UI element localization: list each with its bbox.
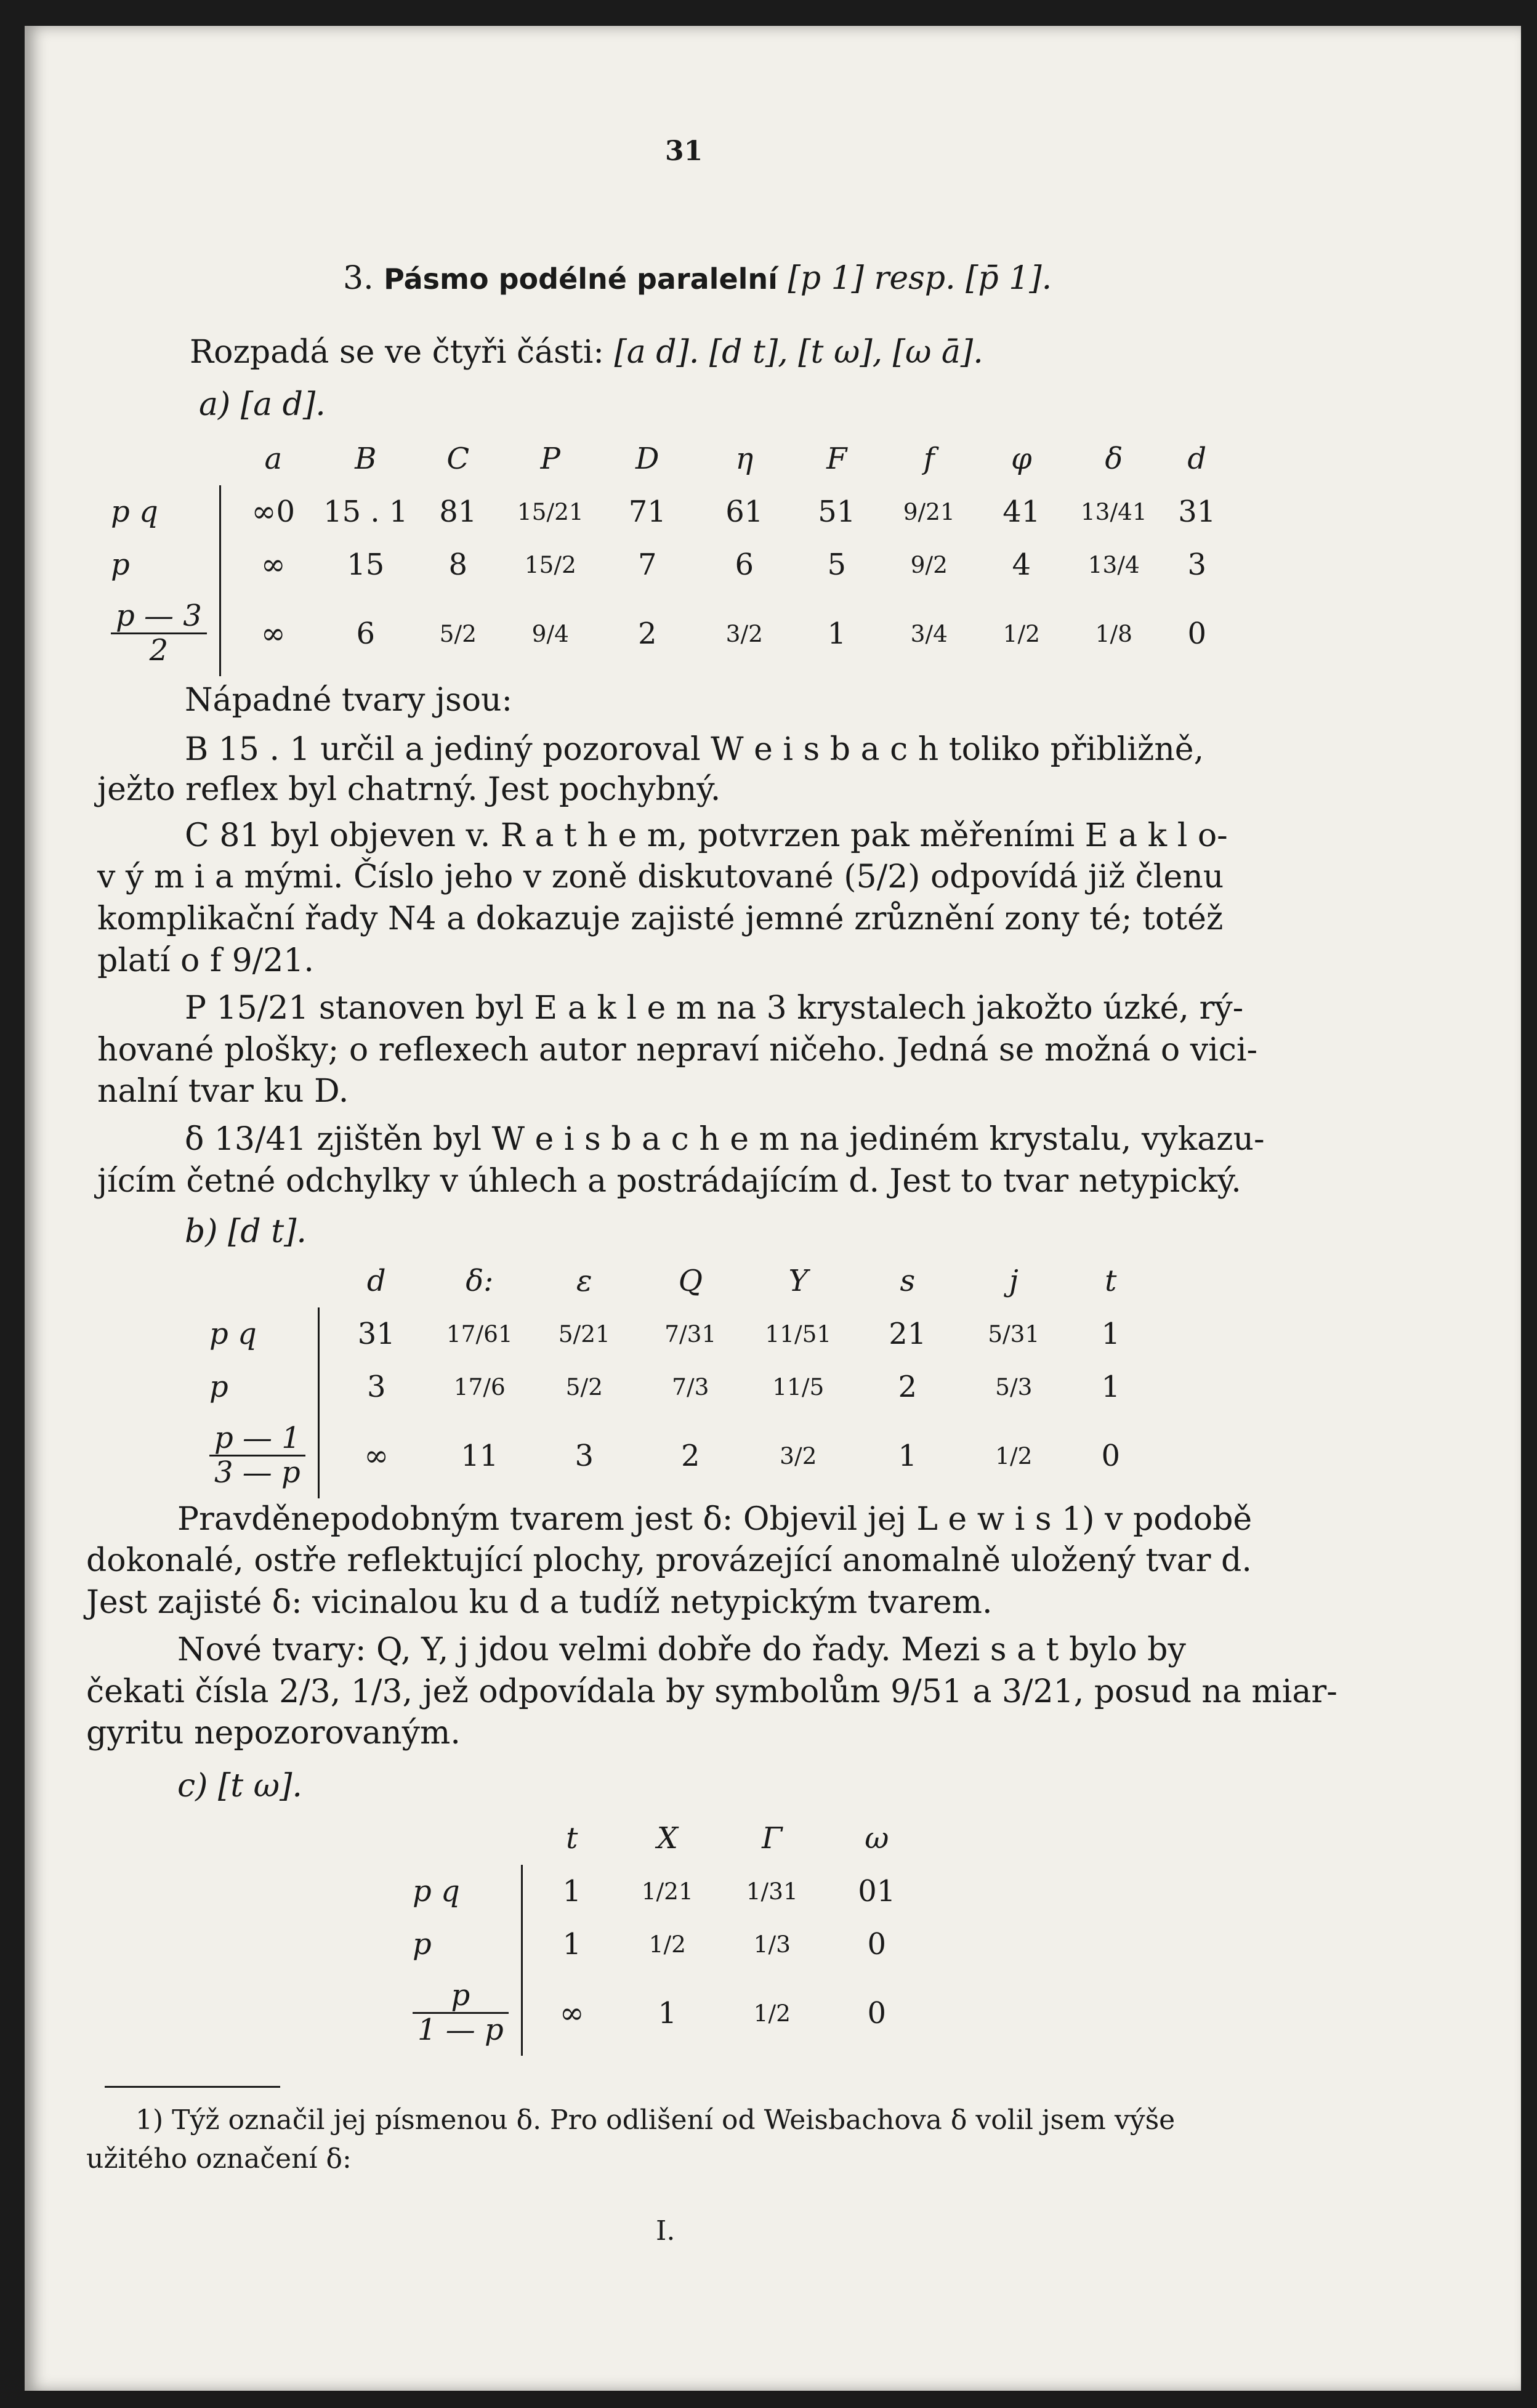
table-b <box>209 1255 1158 1498</box>
para-P-line-1: P 15/21 stanoven byl E a k l e m na 3 krystalech jakožto úzké, rý- <box>185 990 1244 1027</box>
section-heading <box>343 260 1052 297</box>
para-b2-line-1: Nové tvary: Q, Y, j jdou velmi dobře do řady. Mezi s a t bylo by <box>177 1631 1186 1668</box>
para-P-line-2: hované plošky; o reflexech autor nepraví ničeho. Jedná se možná o vici- <box>97 1032 1258 1069</box>
signature-mark: I. <box>656 2215 676 2247</box>
table-row: p q ∞0 15 . 1 81 15/21 71 61 51 9/21 41 13/41 31 <box>111 485 1234 538</box>
footnote-line-2: užitého označení δ: <box>86 2143 352 2175</box>
page-number: 31 <box>665 135 703 167</box>
intro-text: Rozpadá se ve čtyři části: <box>190 334 604 371</box>
para-C-line-3: komplikační řady N4 a dokazuje zajisté jemné zrůznění zony té; totéž <box>97 900 1224 937</box>
table-row: p ∞ 15 8 15/2 7 6 5 9/2 4 13/4 3 <box>111 538 1234 591</box>
para-b1-line-3: Jest zajisté δ: vicinalou ku d a tudíž netypickým tvarem. <box>86 1584 993 1621</box>
para-B-line-1: B 15 . 1 určil a jediný pozoroval W e i s b a c h toliko přibližně, <box>185 731 1204 768</box>
table-c <box>413 1812 929 2056</box>
table-row: t X Γ ω <box>566 1821 889 1856</box>
table-row: d δ: ε Q Y s j t <box>366 1264 1117 1298</box>
para-C-line-4: platí o f 9/21. <box>97 942 314 979</box>
para-C-line-2: v ý m i a mými. Číslo jeho v zoně diskutované (5/2) odpovídá již členu <box>97 859 1224 895</box>
table-row: $\frac{p — 3}{2}$ ∞ 6 5/2 9/4 2 3/2 1 3/4 1/2 1/8 0 <box>111 591 1234 676</box>
para-b1-line-1: Pravděnepodobným tvarem jest δ: Objevil jej L e w i s 1) v podobě <box>177 1501 1253 1538</box>
table-row: p 1 1/2 1/3 0 <box>413 1918 929 1971</box>
para-b1-line-2: dokonalé, ostře reflektující plochy, provázející anomalně uložený tvar d. <box>86 1542 1252 1579</box>
table-row: $\frac{p}{1 — p}$ ∞ 1 1/2 0 <box>413 1971 929 2056</box>
para-C-line-1: C 81 byl objeven v. R a t h e m, potvrzen pak měřeními E a k l o- <box>185 817 1228 854</box>
footnote-rule <box>105 2086 280 2088</box>
para-b2-line-3: gyritu nepozorovaným. <box>86 1715 461 1751</box>
row-label-fraction: $\frac{p — 1}{3 — p}$ <box>209 1422 305 1489</box>
row-label-fraction: $\frac{p — 3}{2}$ <box>111 600 207 667</box>
row-label-fraction: $\frac{p}{1 — p}$ <box>413 1979 509 2046</box>
notable-title: Nápadné tvary jsou: <box>185 682 513 719</box>
heading-zone: [p 1] resp. [p̄ 1]. <box>788 260 1052 297</box>
table-row: p q 31 17/61 5/21 7/31 11/51 21 5/31 1 <box>209 1307 1157 1360</box>
table-row: p q 1 1/21 1/31 01 <box>413 1865 929 1918</box>
footnote-line-1: 1) Týž označil jej písmenou δ. Pro odlišení od Weisbachova δ volil jsem výše <box>135 2104 1176 2136</box>
para-delta-line-1: δ 13/41 zjištěn byl W e i s b a c h e m na jediném krystalu, vykazu- <box>185 1121 1265 1158</box>
table-a <box>111 432 1234 676</box>
section-a-label: a) [a d]. <box>199 386 326 423</box>
para-B-line-2: ježto reflex byl chatrný. Jest pochybný. <box>97 771 721 808</box>
heading-number: 3. <box>343 260 374 297</box>
para-delta-line-2: jícím četné odchylky v úhlech a postrádajícím d. Jest to tvar netypický. <box>97 1163 1241 1200</box>
para-P-line-3: nalní tvar ku D. <box>97 1073 349 1110</box>
table-row: $\frac{p — 1}{3 — p}$ ∞ 11 3 2 3/2 1 1/2 0 <box>209 1413 1157 1498</box>
section-c-label: c) [t ω]. <box>177 1768 302 1804</box>
section-b-label: b) [d t]. <box>185 1213 307 1250</box>
page <box>25 26 1521 2391</box>
heading-title: Pásmo podélné paralelní <box>384 262 778 296</box>
table-row: p 3 17/6 5/2 7/3 11/5 2 5/3 1 <box>209 1360 1157 1413</box>
intro-line <box>190 334 983 371</box>
intro-parts: [a d]. [d t], [t ω], [ω ā]. <box>614 334 983 371</box>
para-b2-line-2: čekati čísla 2/3, 1/3, jež odpovídala by symbolům 9/51 a 3/21, posud na miar- <box>86 1673 1337 1710</box>
table-row: a B C P D η F f φ δ d <box>264 442 1207 476</box>
